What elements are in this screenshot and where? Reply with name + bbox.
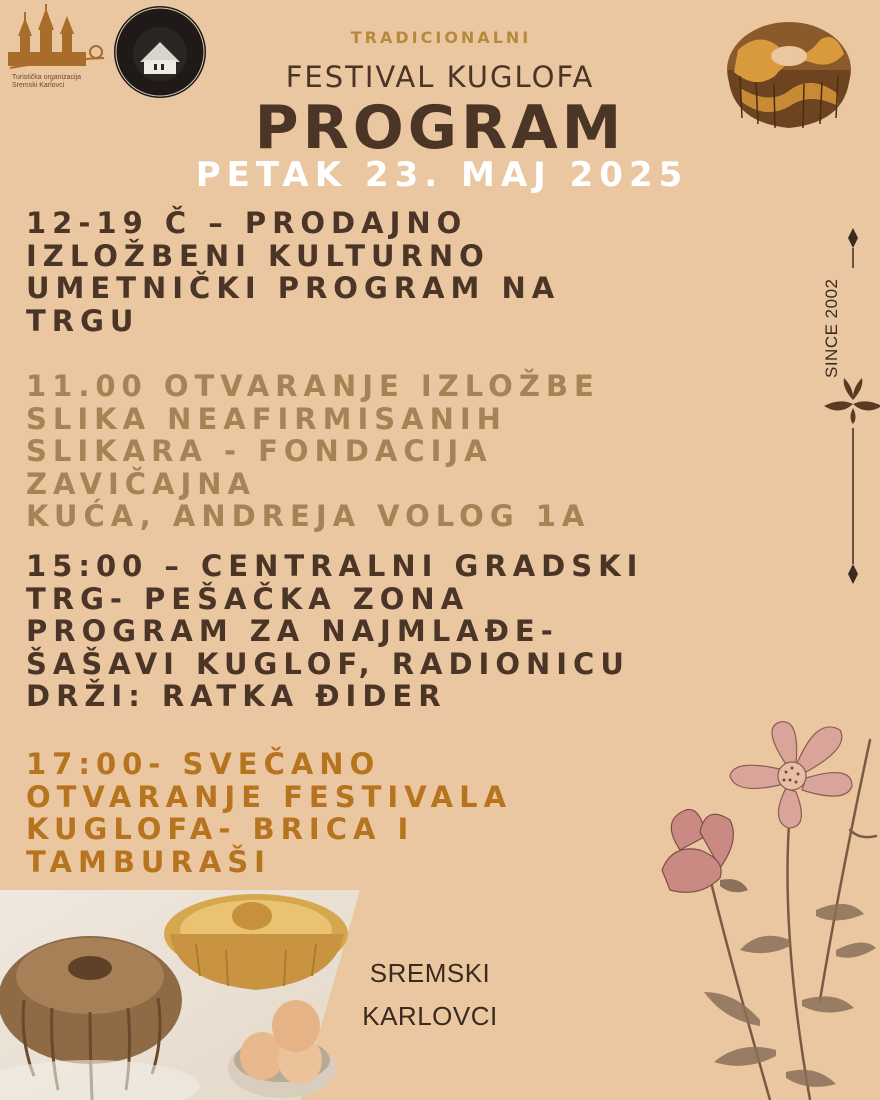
- location: [330, 952, 530, 1038]
- since-label: SINCE 2002: [822, 278, 841, 378]
- since-divider: [818, 228, 880, 584]
- foundation-logo-text: [112, 4, 113, 5]
- location-line-1: SREMSKI: [369, 958, 491, 988]
- tourist-organization-logo-text: Turistička organizacija Sremski Karlovci: [12, 74, 81, 89]
- program-heading: PROGRAM: [254, 93, 626, 163]
- location-line-2: KARLOVCI: [362, 1001, 498, 1031]
- schedule-item-opening-ceremony: 17:00- SVEČANO OTVARANJE FESTIVALA KUGLOFA- BRICA I TAMBURAŠI: [26, 747, 513, 879]
- bundt-cake-illustration: [720, 10, 858, 140]
- kuglof-eggs-baking-photo: [0, 890, 360, 1100]
- leaf-ornament-icon: [824, 378, 880, 424]
- schedule-item-children-program: 15:00 – CENTRALNI GRADSKI TRG- PEŠAČKA ZONA PROGRAM ZA NAJMLAĐE- ŠAŠAVI KUGLOF, RADIONICU DRŽI: RATKA ĐIDER: [26, 549, 644, 713]
- schedule-item-exhibition: 11.00 OTVARANJE IZLOŽBE SLIKA NEAFIRMISANIH SLIKARA - FONDACIJA ZAVIČAJNA KUĆA, ANDREJA VOLOG 1A: [26, 369, 600, 533]
- flower-illustration: [640, 700, 880, 1100]
- schedule-item-market: 12-19 Č – PRODAJNO IZLOŽBENI KULTURNO UMETNIČKI PROGRAM NA TRGU: [26, 206, 561, 338]
- festival-kicker: TRADICIONALNI: [350, 28, 532, 47]
- event-date: PETAK 23. MAJ 2025: [195, 155, 689, 195]
- festival-title: FESTIVAL KUGLOFA: [285, 60, 595, 94]
